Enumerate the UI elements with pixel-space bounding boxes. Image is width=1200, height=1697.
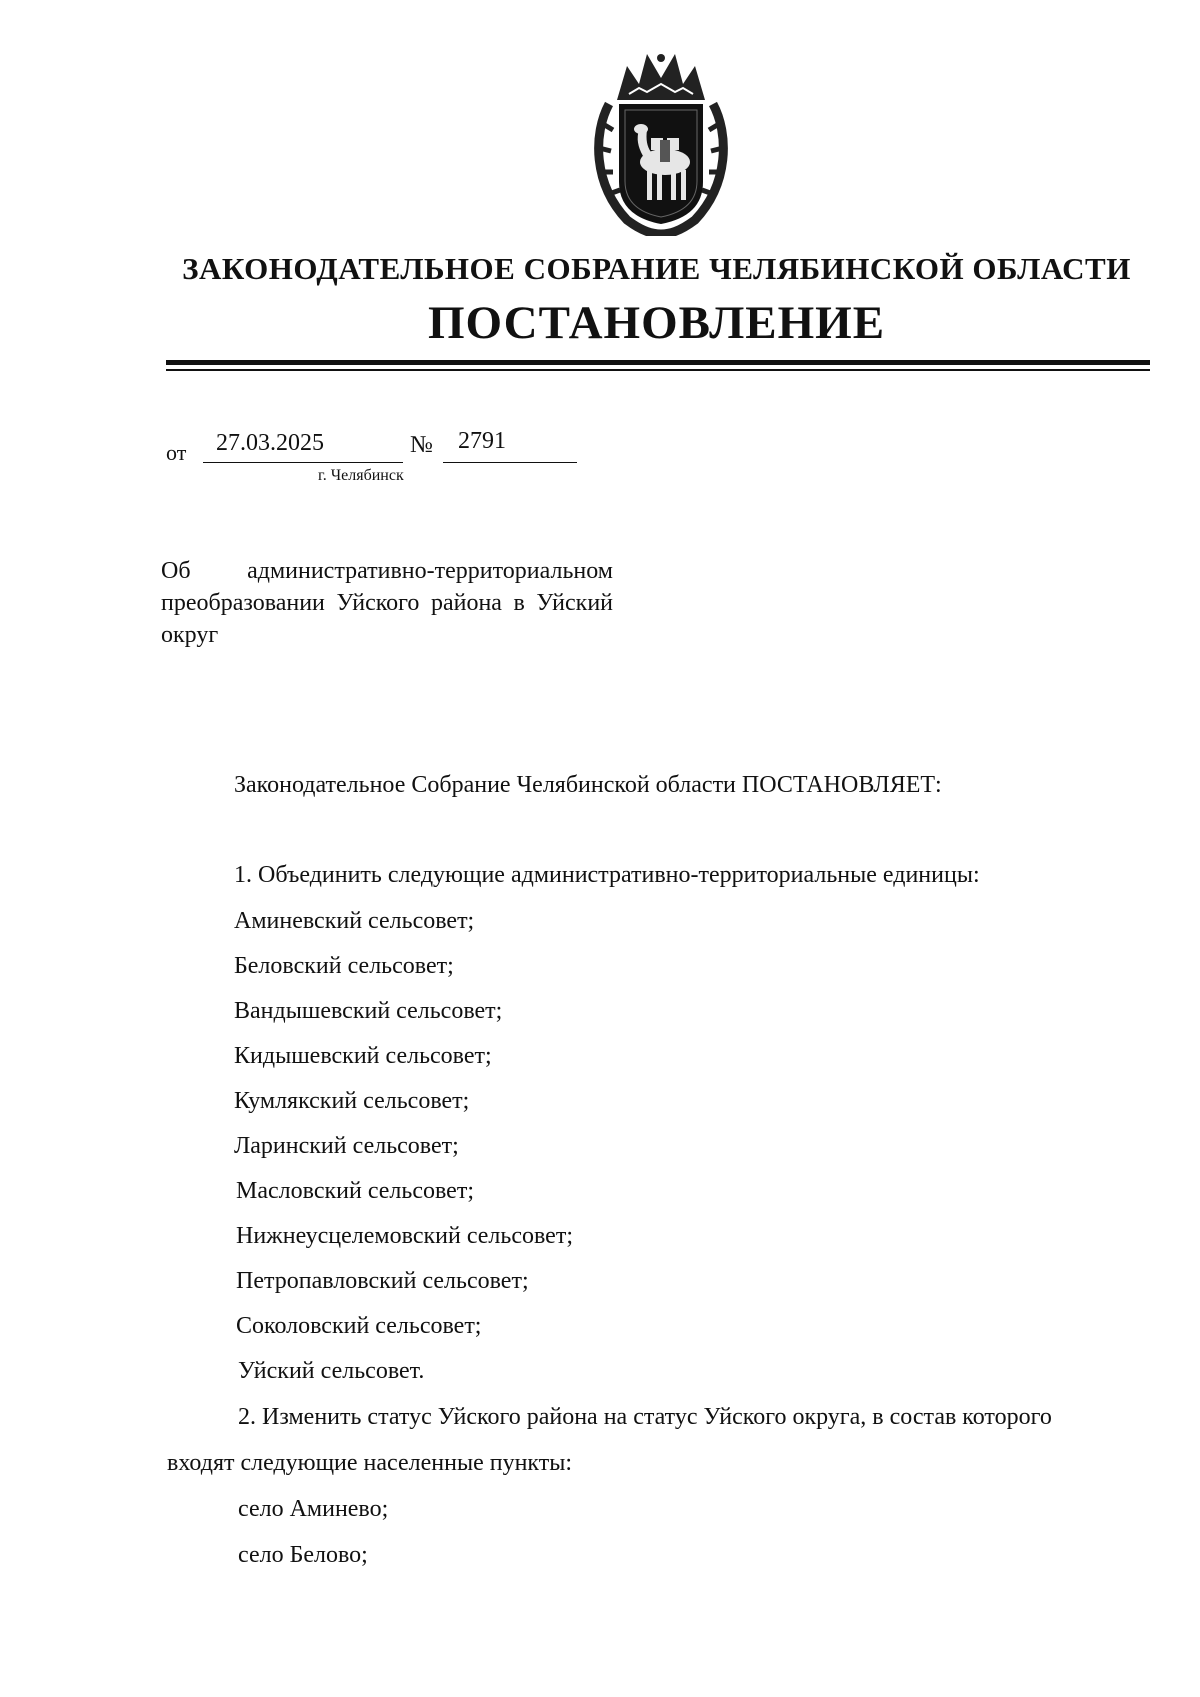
list-item: Аминевский сельсовет;: [234, 908, 475, 934]
clause-1-text: 1. Объединить следующие административно-территориальные единицы:: [234, 862, 980, 888]
document-number: 2791: [458, 428, 506, 454]
list-item: Кидышевский сельсовет;: [234, 1043, 492, 1069]
preamble: Законодательное Собрание Челябинской области ПОСТАНОВЛЯЕТ:: [234, 772, 942, 798]
coat-of-arms-icon: [587, 44, 735, 236]
header-rule-thin: [166, 369, 1150, 371]
list-item: Петропавловский сельсовет;: [236, 1268, 529, 1294]
document-subject: Об административно-территориальном преобразовании Уйского района в Уйский округ: [161, 558, 613, 648]
header-rule-thick: [166, 360, 1150, 365]
document-date: 27.03.2025: [216, 430, 324, 456]
list-item: село Белово;: [238, 1542, 368, 1568]
clause-2-text: 2. Изменить статус Уйского района на статус Уйского округа, в состав которого: [238, 1404, 1052, 1430]
list-item: Нижнеусцелемовский сельсовет;: [236, 1223, 573, 1249]
list-item: Ларинский сельсовет;: [234, 1133, 459, 1159]
issue-city: г. Челябинск: [318, 467, 404, 484]
list-item: Беловский сельсовет;: [234, 953, 454, 979]
organization-name: ЗАКОНОДАТЕЛЬНОЕ СОБРАНИЕ ЧЕЛЯБИНСКОЙ ОБЛАСТИ: [182, 251, 1131, 286]
list-item: село Аминево;: [238, 1496, 389, 1522]
document-type-title: ПОСТАНОВЛЕНИЕ: [427, 297, 886, 349]
list-item: Вандышевский сельсовет;: [234, 998, 503, 1024]
number-sign-label: №: [410, 432, 433, 458]
number-underline: [443, 462, 577, 463]
list-item: Кумлякский сельсовет;: [234, 1088, 470, 1114]
clause-2-text-continued: входят следующие населенные пункты:: [167, 1450, 573, 1476]
date-prefix-label: от: [166, 440, 187, 465]
list-item: Соколовский сельсовет;: [236, 1313, 482, 1339]
list-item: Уйский сельсовет.: [238, 1358, 425, 1384]
list-item: Масловский сельсовет;: [236, 1178, 474, 1204]
date-underline: [203, 462, 403, 463]
